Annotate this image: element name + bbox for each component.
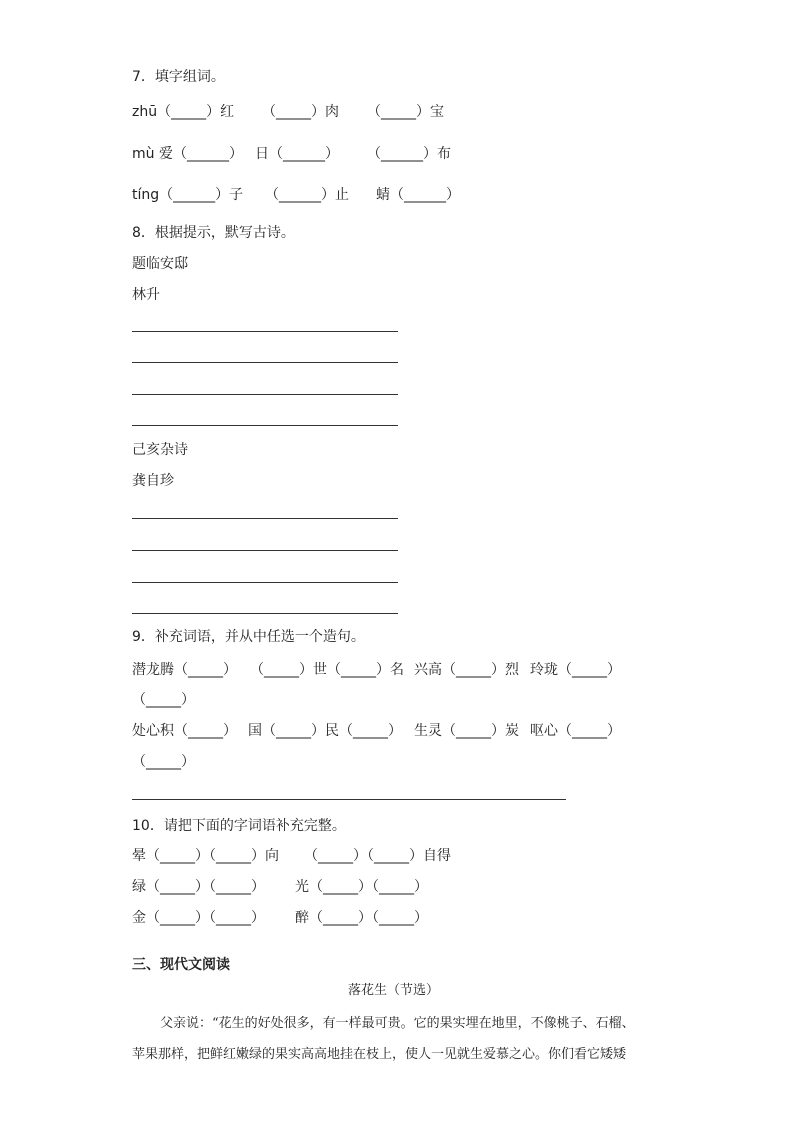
- q7-title: 7．填字组词。: [132, 69, 225, 85]
- answer-line: [132, 582, 398, 583]
- q10-r2-c1: 绿（_____）（_____）: [132, 879, 265, 895]
- q9-r1-c3: 兴高（_____）烈: [414, 662, 519, 678]
- q7-r1-c1: zhū（_____）红: [132, 104, 235, 120]
- q8-poem2-author: 龚自珍: [132, 473, 174, 489]
- q8-title: 8．根据提示，默写古诗。: [132, 225, 295, 241]
- q7-r3-c1: tíng（______）子: [132, 187, 244, 203]
- q7-r2-c1: mù 爱（______）: [132, 146, 243, 162]
- q9-r1-c4: 玲珑（_____）: [530, 662, 621, 678]
- q9-r2-c1: 处心积（_____）: [132, 723, 237, 739]
- q7-r2-c2: 日（______）: [255, 146, 339, 162]
- q9-title: 9．补充词语，并从中任选一个造句。: [132, 629, 365, 645]
- q9-r2-c3: 生灵（_____）炭: [414, 723, 519, 739]
- answer-line: [132, 518, 398, 519]
- article-para-line-2: 苹果那样，把鲜红嫩绿的果实高高地挂在枝上，使人一见就生爱慕之心。你们看它矮矮: [132, 1047, 627, 1062]
- q9-r1-wrap: （_____）: [132, 692, 195, 708]
- sentence-answer-line: [132, 799, 566, 800]
- article-title: 落花生（节选）: [348, 983, 440, 998]
- q8-poem2-title: 己亥杂诗: [132, 442, 188, 458]
- q10-title: 10．请把下面的字词语补充完整。: [132, 818, 346, 834]
- q9-r2-c2: 国（_____）民（_____）: [248, 723, 402, 739]
- section-heading: 三、现代文阅读: [132, 957, 230, 973]
- q7-r2-c3: （______）布: [367, 146, 451, 162]
- answer-line: [132, 550, 398, 551]
- q9-r1-c2: （_____）世（_____）名: [250, 662, 404, 678]
- q7-r1-c2: （_____）肉: [262, 104, 339, 120]
- q7-r1-c3: （_____）宝: [367, 104, 444, 120]
- q8-poem1-author: 林升: [132, 287, 160, 303]
- answer-line: [132, 394, 398, 395]
- q7-r3-c2: （______）止: [265, 187, 349, 203]
- answer-line: [132, 331, 398, 332]
- q9-r2-wrap: （_____）: [132, 754, 195, 770]
- answer-line: [132, 362, 398, 363]
- q10-r1-c1: 晕（_____）（_____）向: [132, 848, 279, 864]
- q10-r3-c1: 金（_____）（_____）: [132, 910, 265, 926]
- answer-line: [132, 613, 398, 614]
- q8-poem1-title: 题临安邸: [132, 256, 188, 272]
- q7-r3-c3: 蜻（______）: [376, 187, 460, 203]
- q9-r1-c1: 潜龙腾（_____）: [132, 662, 237, 678]
- q10-r1-c2: （_____）（_____）自得: [304, 848, 451, 864]
- article-para-line-1: 父亲说：“花生的好处很多，有一样最可贵。它的果实埋在地里，不像桃子、石榴、: [160, 1016, 635, 1031]
- q10-r3-c2: 醉（_____）（_____）: [295, 910, 428, 926]
- q10-r2-c2: 光（_____）（_____）: [295, 879, 428, 895]
- q9-r2-c4: 呕心（_____）: [530, 723, 621, 739]
- answer-line: [132, 425, 398, 426]
